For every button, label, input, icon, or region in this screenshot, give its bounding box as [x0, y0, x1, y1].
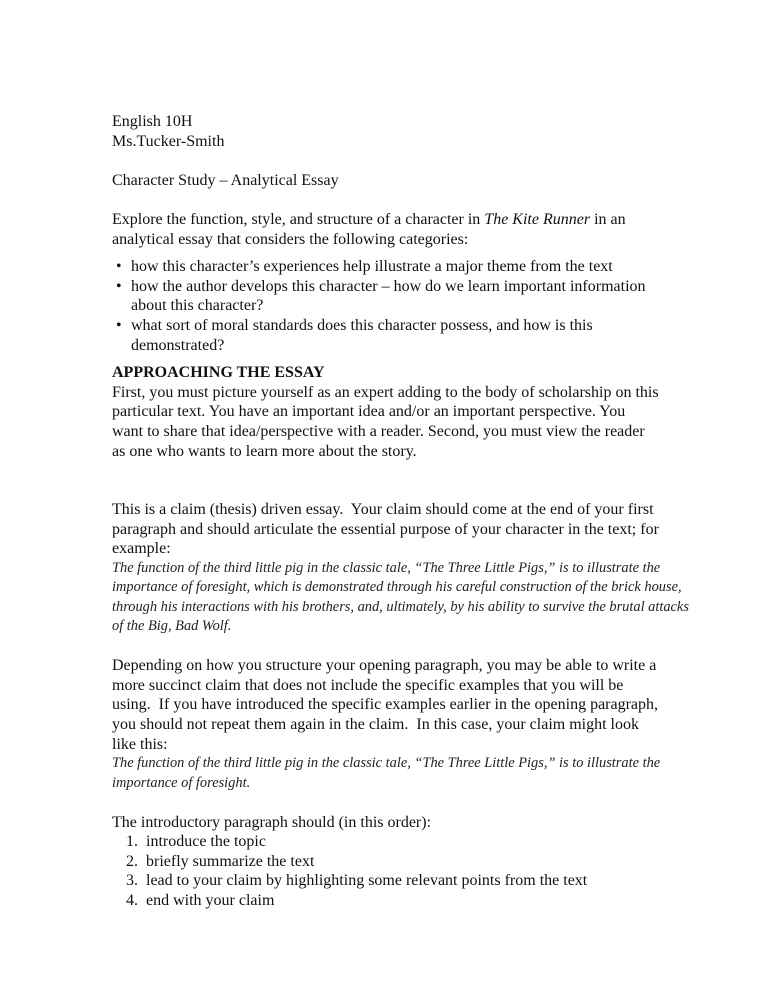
book-title: The Kite Runner	[484, 210, 591, 228]
bullet-icon: •	[116, 316, 122, 334]
list-item-text: how this character’s experiences help illustrate a major theme from the text	[131, 258, 613, 276]
claim-example: The function of the third little pig in the classic tale, “The Three Little Pigs,” is to illustrate the importance of foresight, which is demonstrated through his careful construction of the brick house, through his interactions with his brothers, and, ultimately, by his ability to survive the brutal attacks of the Big, Bad Wolf.	[112, 560, 689, 635]
step-item: 4. end with your claim	[126, 892, 275, 910]
list-item	[112, 277, 712, 316]
course-name: English 10H	[112, 113, 193, 130]
bullet-icon: •	[116, 258, 122, 276]
succinct-example: The function of the third little pig in the classic tale, “The Three Little Pigs,” is to illustrate the importance of foresight.	[112, 755, 661, 791]
list-item-text: how the author develops this character – how do we learn important information about this character?	[131, 277, 646, 315]
document-page	[112, 112, 712, 911]
intro-paragraph	[112, 210, 712, 249]
claim-paragraph: This is a claim (thesis) driven essay. Your claim should come at the end of your first paragraph and should articulate the essential purpose of your character in the text; for example:	[112, 501, 659, 558]
assignment-title: Character Study – Analytical Essay	[112, 171, 339, 189]
intro-text-end: in an analytical essay that considers the following categories:	[112, 210, 626, 248]
step-item: 3. lead to your claim by highlighting some relevant points from the text	[126, 872, 588, 890]
steps-list	[112, 832, 712, 910]
list-item-text: what sort of moral standards does this character possess, and how is this demonstrated?	[131, 316, 593, 354]
succinct-paragraph: Depending on how you structure your opening paragraph, you may be able to write a more succinct claim that does not include the specific examples that you will be using. If you have introduced the specific examples earlier in the opening paragraph, you should not repeat them again in the claim. In this case, your claim might look like this:	[112, 657, 659, 753]
step-item: 1. introduce the topic	[126, 833, 266, 851]
approach-paragraph: First, you must picture yourself as an expert adding to the body of scholarship on this particular text. You have an important idea and/or an important perspective. You want to share that idea/perspective with a reader. Second, you must view the reader as one who wants to learn more about the story.	[112, 383, 659, 460]
intro-instructions: The introductory paragraph should (in this order):	[112, 813, 432, 831]
teacher-name: Ms.Tucker-Smith	[112, 132, 225, 150]
list-item	[112, 257, 712, 277]
step-item: 2. briefly summarize the text	[126, 852, 315, 870]
intro-text: Explore the function, style, and structure of a character in	[112, 210, 485, 228]
list-item	[112, 316, 712, 355]
category-list	[112, 257, 712, 355]
section-heading: APPROACHING THE ESSAY	[112, 364, 325, 382]
bullet-icon: •	[116, 277, 122, 295]
